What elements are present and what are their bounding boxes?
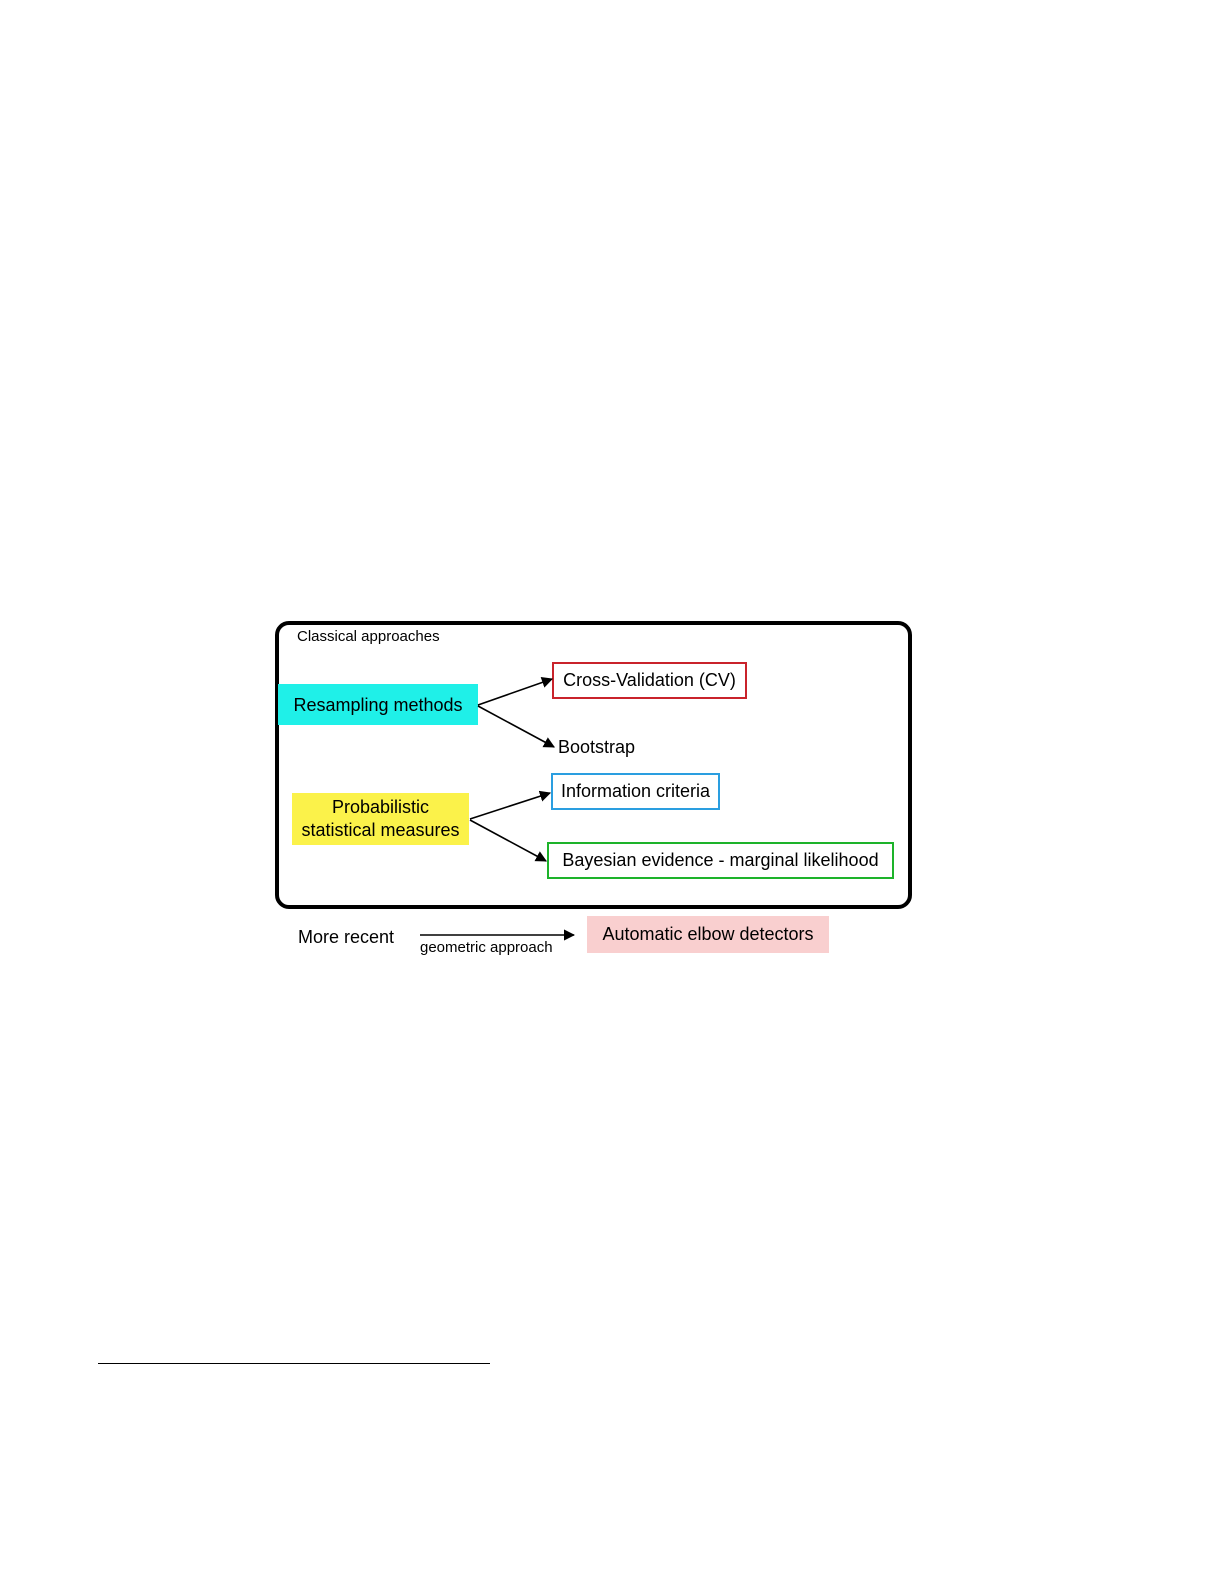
arrow-resampling-to-cv	[478, 679, 552, 705]
cross-validation-node: Cross-Validation (CV)	[552, 662, 747, 699]
bootstrap-node: Bootstrap	[558, 737, 636, 757]
arrow-resampling-to-bootstrap	[478, 706, 554, 747]
group-title: Classical approaches	[297, 628, 440, 645]
arrow-probabilistic-to-bayesian-evidence	[470, 820, 546, 861]
resampling-methods-node: Resampling methods	[278, 684, 478, 725]
arrow-probabilistic-to-information-criteria	[470, 793, 550, 819]
footnote-rule	[98, 1363, 490, 1364]
probabilistic-measures-node: Probabilistic statistical measures	[292, 793, 469, 845]
elbow-detectors-node: Automatic elbow detectors	[587, 916, 829, 953]
geometric-approach-label: geometric approach	[420, 939, 553, 956]
bayesian-evidence-node: Bayesian evidence - marginal likelihood	[547, 842, 894, 879]
information-criteria-node: Information criteria	[551, 773, 720, 810]
more-recent-label: More recent	[298, 927, 395, 947]
